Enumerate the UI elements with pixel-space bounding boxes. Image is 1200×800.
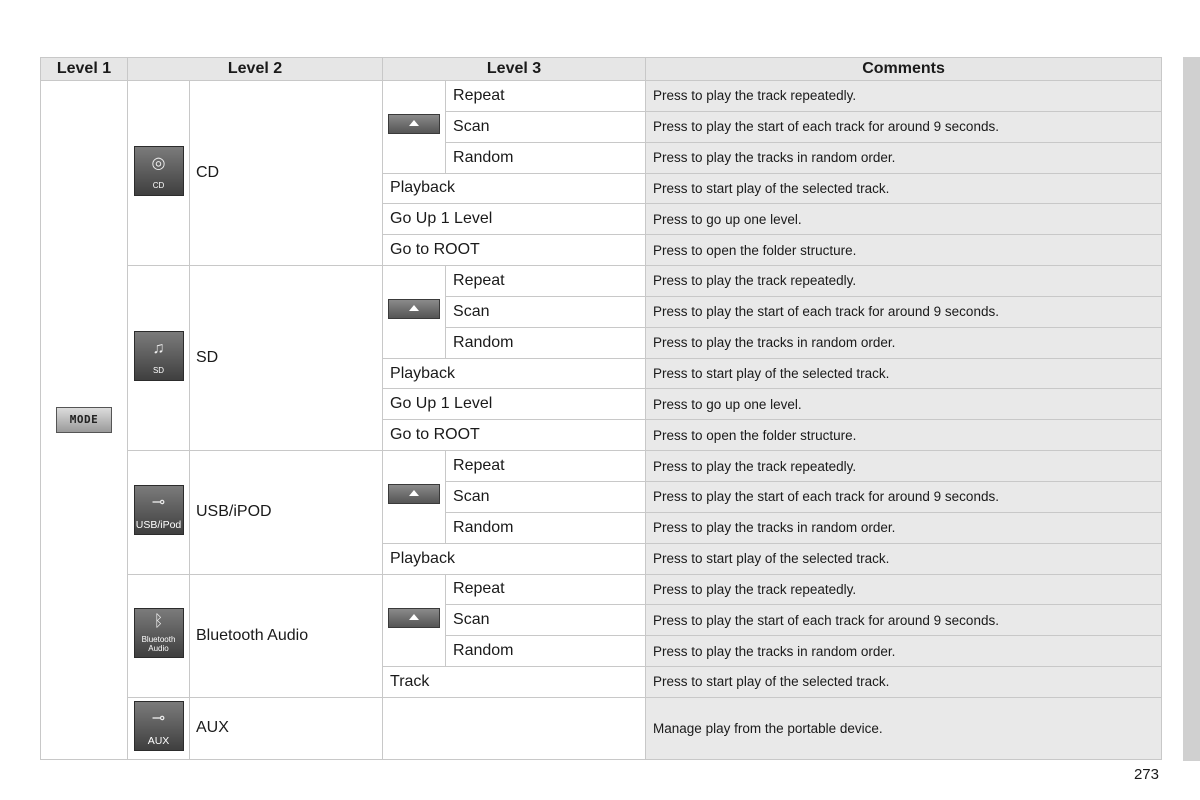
- up-arrow-button[interactable]: [388, 114, 440, 134]
- option-label: Repeat: [446, 574, 646, 605]
- comment-cell: Press to open the folder structure.: [646, 420, 1162, 451]
- page-number: 273: [1133, 766, 1159, 783]
- mode-button[interactable]: MODE: [56, 407, 112, 433]
- media-mode-table: [40, 57, 1162, 760]
- option-label: Scan: [446, 605, 646, 636]
- source-label-sd: SD: [190, 266, 383, 451]
- source-label-aux: AUX: [190, 697, 383, 759]
- side-tab: [1183, 57, 1200, 761]
- header-level2: Level 2: [128, 58, 383, 81]
- comment-cell: Press to start play of the selected track.: [646, 667, 1162, 698]
- option-label: Scan: [446, 111, 646, 142]
- usb-cable-icon: ⊸: [151, 493, 166, 511]
- comment-cell: Press to play the start of each track for around 9 seconds.: [646, 296, 1162, 327]
- level1-cell: [41, 81, 128, 760]
- option-label: Go to ROOT: [383, 420, 646, 451]
- comment-cell: Manage play from the portable device.: [646, 697, 1162, 759]
- comment-cell: Press to play the start of each track for around 9 seconds.: [646, 605, 1162, 636]
- comment-cell: Press to go up one level.: [646, 204, 1162, 235]
- comment-cell: Press to start play of the selected track.: [646, 173, 1162, 204]
- comment-cell: Press to play the track repeatedly.: [646, 266, 1162, 297]
- option-label: Repeat: [446, 81, 646, 112]
- header-level1: Level 1: [41, 58, 128, 81]
- up-arrow-button[interactable]: [388, 608, 440, 628]
- cd-source-button[interactable]: ◎ CD: [134, 146, 184, 196]
- comment-cell: Press to play the tracks in random order.: [646, 327, 1162, 358]
- source-label-cd: CD: [190, 81, 383, 266]
- aux-cable-icon: ⊸: [151, 709, 166, 727]
- usb-source-button[interactable]: ⊸ USB/iPod: [134, 485, 184, 535]
- table-row: [41, 81, 1162, 112]
- option-label: Repeat: [446, 266, 646, 297]
- sd-source-button[interactable]: ♫ SD: [134, 331, 184, 381]
- table-row: [41, 266, 1162, 297]
- cd-disc-icon: ◎: [151, 154, 166, 172]
- up-arrow-button[interactable]: [388, 299, 440, 319]
- option-label: Random: [446, 512, 646, 543]
- source-label-usb: USB/iPOD: [190, 451, 383, 574]
- table-row: [41, 574, 1162, 605]
- table-row: [41, 451, 1162, 482]
- empty-level3-cell: [383, 697, 646, 759]
- option-label: Go Up 1 Level: [383, 204, 646, 235]
- option-label: Playback: [383, 358, 646, 389]
- comment-cell: Press to play the tracks in random order.: [646, 512, 1162, 543]
- source-label-bluetooth: Bluetooth Audio: [190, 574, 383, 697]
- comment-cell: Press to play the start of each track for around 9 seconds.: [646, 111, 1162, 142]
- bluetooth-source-button[interactable]: ᛒ Bluetooth Audio: [134, 608, 184, 658]
- option-label: Random: [446, 636, 646, 667]
- option-label: Track: [383, 667, 646, 698]
- option-label: Playback: [383, 543, 646, 574]
- up-arrow-button[interactable]: [388, 484, 440, 504]
- option-label: Random: [446, 327, 646, 358]
- option-label: Go to ROOT: [383, 235, 646, 266]
- comment-cell: Press to open the folder structure.: [646, 235, 1162, 266]
- option-label: Scan: [446, 481, 646, 512]
- header-comments: Comments: [646, 58, 1162, 81]
- option-label: Playback: [383, 173, 646, 204]
- table-row: [41, 697, 1162, 759]
- comment-cell: Press to start play of the selected track.: [646, 543, 1162, 574]
- comment-cell: Press to start play of the selected track.: [646, 358, 1162, 389]
- option-label: Scan: [446, 296, 646, 327]
- comment-cell: Press to play the tracks in random order.: [646, 636, 1162, 667]
- comment-cell: Press to play the start of each track for around 9 seconds.: [646, 481, 1162, 512]
- option-label: Repeat: [446, 451, 646, 482]
- comment-cell: Press to play the track repeatedly.: [646, 81, 1162, 112]
- comment-cell: Press to play the tracks in random order.: [646, 142, 1162, 173]
- option-label: Random: [446, 142, 646, 173]
- comment-cell: Press to play the track repeatedly.: [646, 574, 1162, 605]
- header-level3: Level 3: [383, 58, 646, 81]
- bluetooth-icon: ᛒ: [153, 613, 164, 631]
- aux-source-button[interactable]: ⊸ AUX: [134, 701, 184, 751]
- option-label: Go Up 1 Level: [383, 389, 646, 420]
- comment-cell: Press to play the track repeatedly.: [646, 451, 1162, 482]
- music-note-icon: ♫: [152, 339, 165, 357]
- comment-cell: Press to go up one level.: [646, 389, 1162, 420]
